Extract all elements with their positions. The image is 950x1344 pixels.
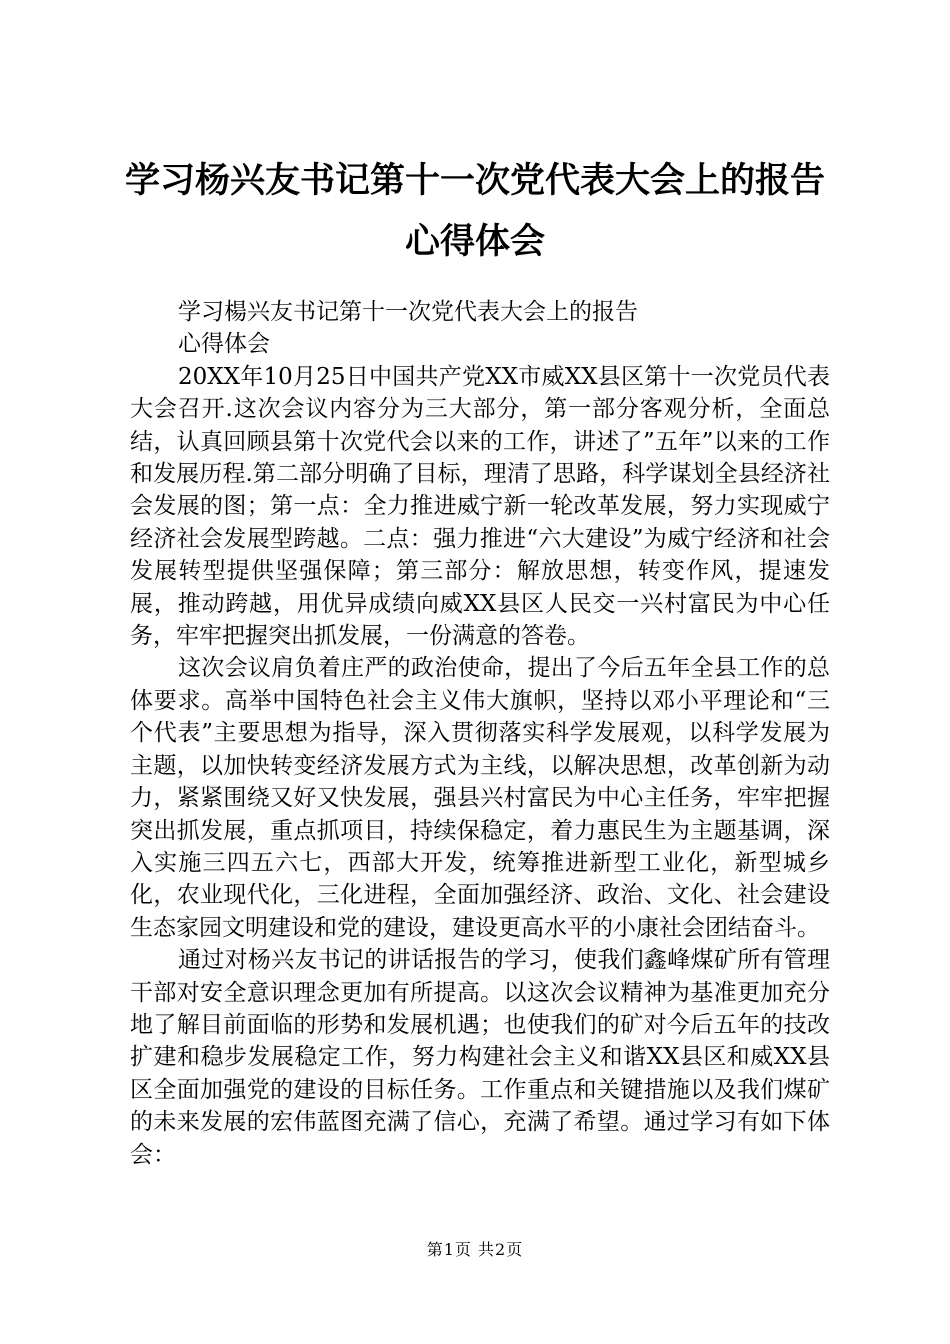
- page-footer: 第1页 共2页: [426, 1240, 524, 1259]
- paragraph-3: 通过对杨兴友书记的讲话报告的学习，使我们鑫峰煤矿所有管理干部对安全意识理念更加有所提高。以这次会议精神为基准更加充分地了解目前面临的形势和发展机遇；也使我们的矿对今后五年的技改扩建和稳步发展稳定工作，努力构建社会主义和谐XX县区和威XX县区全面加强党的建设的目标任务。工作重点和关键措施以及我们煤矿的未来发展的宏伟蓝图充满了信心，充满了希望。通过学习有如下体会：: [130, 947, 830, 1168]
- document-title-line1: 学习杨兴友书记第十一次党代表大会上的报告: [124, 161, 825, 201]
- document-body: [130, 296, 830, 1171]
- paragraph-2: 这次会议肩负着庄严的政治使命，提出了今后五年全县工作的总体要求。高举中国特色社会主义伟大旗帜，坚持以邓小平理论和“三个代表”主要思想为指导，深入贯彻落实科学发展观，以科学发展为主题，以加快转变经济发展方式为主线，以解决思想，改革创新为动力，紧紧围绕又好又快发展，强县兴村富民为中心主任务，牢牢把握突出抓发展，重点抓项目，持续保稳定，着力惠民生为主题基调，深入实施三四五六七，西部大开发，统筹推进新型工业化，新型城乡化，农业现代化，三化进程，全面加强经济、政治、文化、社会建设生态家园文明建设和党的建设，建设更高水平的小康社会团结奋斗。: [130, 655, 830, 941]
- subtitle-line1: 学习楊兴友书记第十一次党代表大会上的报告: [178, 299, 638, 325]
- subtitle-line2: 心得体会: [178, 331, 270, 358]
- paragraph-1: 20XX年10月25日中国共产党XX市威XX县区第十一次党员代表大会召开.这次会议内容分为三大部分，第一部分客观分析，全面总结，认真回顾县第十次党代会以来的工作，讲述了”五年”以来的工作和发展历程.第二部分明确了目标，理清了思路，科学谋划全县经济社会发展的图；第一点：全力推进威宁新一轮改革发展，努力实现威宁经济社会发展型跨越。二点：强力推进“六大建设”为威宁经济和社会发展转型提供坚强保障；第三部分：解放思想，转变作风，提速发展，推动跨越，用优异成绩向威XX县区人民交一兴村富民为中心任务，牢牢把握突出抓发展，一份满意的答卷。: [130, 363, 830, 650]
- document-title-line2: 心得体会: [404, 222, 545, 262]
